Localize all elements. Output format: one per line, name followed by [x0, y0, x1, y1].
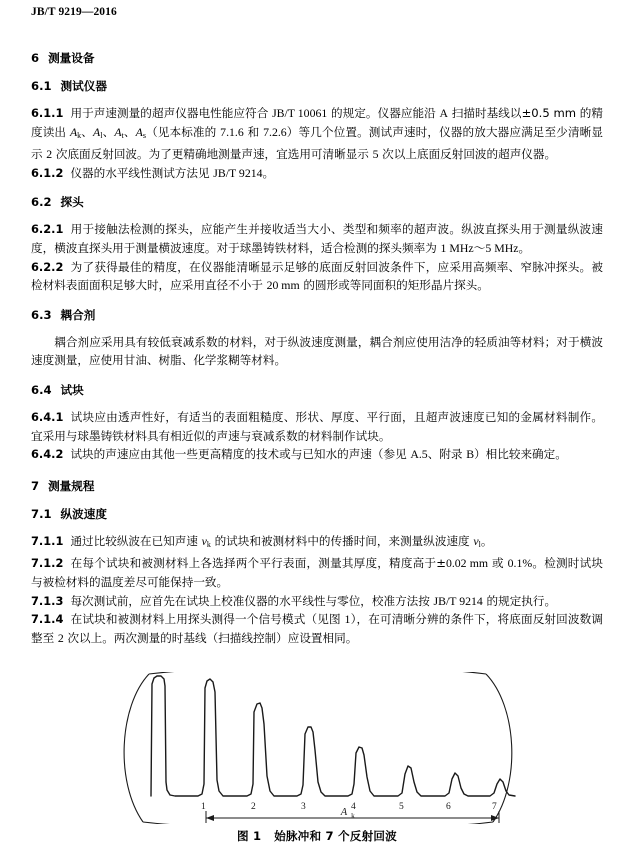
- heading-clause-7-1: [31, 506, 603, 522]
- heading-clause-6-1: [31, 78, 603, 94]
- echo-label-5: 5: [399, 802, 404, 812]
- text-run: 试块应由透声性好，有适当的表面粗糙度、形状、厚度、平行面，且超声波速度已知的金属材料制作。宜采用与球墨铸铁材料具有相近似的声速与衰减系数的材料制作试块。: [31, 409, 603, 443]
- heading-title: 纵波速度: [60, 506, 107, 521]
- symbol: A: [135, 124, 143, 139]
- arrowhead-right-icon: [491, 815, 499, 821]
- text-run: 通过比较纵波在已知声速: [70, 533, 202, 548]
- symbol-subscript: s: [142, 130, 146, 140]
- waveform-trace: [151, 676, 515, 796]
- heading-clause-6-2: [31, 194, 603, 210]
- echo-label-4: 4: [351, 802, 356, 812]
- symbol-subscript: k: [206, 539, 211, 549]
- symbol-subscript: l: [100, 130, 103, 140]
- frequency-range: 1 MHz～5 MHz: [440, 240, 519, 255]
- paragraph-7-1-3: [31, 592, 603, 611]
- text-run: 扫描时基线以±0.5 mm 的精度读出: [31, 106, 604, 139]
- figure-caption-label: 图 1: [237, 829, 262, 843]
- dimension-value: 20 mm: [266, 278, 300, 293]
- heading-number: 6: [31, 51, 40, 65]
- text-run: 。: [480, 533, 493, 548]
- figure-1: [31, 672, 603, 844]
- heading-number: 7: [31, 478, 40, 493]
- echo-label-7: 7: [492, 802, 497, 812]
- symbol: A: [114, 124, 122, 139]
- text-run: 试块的声速应由其他一些更高精度的技术或与已知水的声速（参见: [70, 447, 411, 462]
- text-run: 的圆形或等同面积的矩形晶片探头。: [299, 278, 489, 293]
- heading-number: 6.4: [31, 382, 52, 397]
- text-run: 。: [518, 240, 531, 255]
- text-run: 次以上。两次测量的时基线（扫描线控制）应设置相同。: [63, 630, 358, 645]
- number: 5: [372, 147, 379, 162]
- heading-clause-6-4: [31, 382, 603, 398]
- text-run: 、: [102, 124, 115, 139]
- text-run: 。: [262, 165, 275, 180]
- echo-label-1: 1: [201, 802, 206, 812]
- symbol: A: [69, 124, 78, 139]
- heading-number: 7.1: [31, 506, 52, 521]
- text-run: 用于声速测量的超声仪器电性能应符合: [70, 106, 273, 120]
- text-run: 和: [243, 124, 264, 139]
- tolerance-value: 0.02 mm: [445, 556, 489, 571]
- clause-number: 6.4.2: [31, 447, 64, 462]
- text-run: （见本标准的: [145, 124, 221, 139]
- clause-number: 7.1.1: [31, 533, 64, 548]
- figure-1-canvas: [31, 672, 603, 824]
- text-run: 的规定。仪器应能沿: [327, 106, 440, 120]
- text-run: 次以上底面反射回波的超声仪器。: [378, 147, 557, 162]
- clause-number: 7.1.3: [31, 593, 64, 608]
- symbol-subscript: t: [121, 130, 124, 140]
- symbol-subscript: l: [478, 539, 481, 549]
- crt-screen-right-arc: [486, 674, 512, 822]
- crt-screen-bottom-arc: [143, 822, 493, 824]
- paragraph-6-3-body: 耦合剂应采用具有较低衰减系数的材料，对于纵波速度测量，耦合剂应使用洁净的轻质油等材料；对于横波速度测量，应使用甘油、树脂、化学浆糊等材料。: [31, 334, 603, 368]
- heading-title: 试块: [60, 382, 84, 397]
- clause-number: 6.4.1: [31, 409, 64, 424]
- heading-number: 6.1: [31, 79, 52, 93]
- text-run: ），在可清晰分辨的条件下，将底面反射回波数调整至: [31, 612, 604, 645]
- clause-number: 6.1.2: [31, 165, 64, 180]
- echo-label-3: 3: [301, 802, 306, 812]
- reference: 7.2.6: [263, 124, 287, 139]
- paragraph-7-1-1: [31, 532, 603, 555]
- clause-number: 6.1.1: [31, 106, 64, 120]
- symbol: A: [93, 124, 101, 139]
- text-run: 每次测试前，应首先在试块上校准仪器的水平线性与零位，校准方法按: [70, 593, 434, 608]
- paragraph-6-2-1: [31, 220, 603, 257]
- heading-title: 耦合剂: [60, 307, 96, 322]
- paragraph-6-4-2: [31, 445, 603, 464]
- reference: JB/T 9214: [433, 593, 483, 608]
- oscilloscope-waveform-graphic: [31, 672, 603, 824]
- paragraph-7-1-4: [31, 610, 603, 647]
- arrowhead-left-icon: [206, 815, 214, 821]
- clause-number: 6.2.1: [31, 222, 64, 237]
- heading-clause-6: [31, 50, 603, 66]
- text-run: 、: [123, 124, 136, 139]
- paragraph-6-1-1: [31, 104, 603, 164]
- reference: 7.1.6: [220, 124, 244, 139]
- text-run: 或: [488, 556, 508, 571]
- reference: JB/T 10061: [272, 106, 328, 120]
- clause-number: 7.1.2: [31, 556, 64, 571]
- text-run: 。检测时试块与被检材料的温度差尽可能保持一致。: [31, 556, 603, 589]
- echo-label-6: 6: [446, 802, 451, 812]
- text-run: 仪器的水平线性测试方法见: [70, 165, 214, 180]
- text-run: 在试块和被测材料上用探头测得一个信号模式（见图: [70, 612, 345, 627]
- dimension-label: A: [340, 807, 348, 818]
- figure-caption-title: 始脉冲和 7 个反射回波: [274, 829, 397, 843]
- symbol: v: [473, 533, 479, 548]
- text-run: 、: [81, 124, 94, 139]
- heading-title: 测量规程: [48, 478, 95, 493]
- reference: JB/T 9214: [213, 165, 263, 180]
- echo-label-2: 2: [251, 802, 256, 812]
- reference: A: [439, 106, 449, 120]
- annex-reference: A.5: [410, 447, 428, 462]
- paragraph-7-1-2: [31, 554, 603, 591]
- symbol: v: [201, 533, 207, 548]
- heading-number: 6.3: [31, 307, 52, 322]
- heading-clause-6-3: [31, 307, 603, 323]
- clause-number: 6.2.2: [31, 259, 64, 274]
- paragraph-6-2-2: [31, 258, 603, 295]
- text-run: 为了获得最佳的精度，在仪器能清晰显示足够的底面反射回波条件下，应采用高频率、窄脉冲探头。被检材料表面面积足够大时，应采用直径不小于: [31, 259, 603, 293]
- percentage-value: 0.1%: [507, 556, 533, 571]
- text-run: 、附录: [427, 447, 467, 462]
- figure-1-caption: [31, 828, 603, 844]
- heading-number: 6.2: [31, 195, 52, 210]
- symbol-subscript: k: [77, 130, 82, 140]
- number: 2: [57, 630, 64, 645]
- text-run: 次底面反射回波。为了更精确地测量声速，宜选用可清晰显示: [52, 147, 373, 162]
- paragraph-6-4-1: [31, 408, 603, 445]
- text-run: ）相比较来确定。: [474, 447, 567, 462]
- crt-screen-top-arc: [149, 672, 486, 674]
- text-run: 在每个试块和被测材料上各选择两个平行表面，测量其厚度，精度高于±: [70, 556, 446, 571]
- figure-reference: 1: [344, 612, 351, 627]
- text-run: 的规定执行。: [482, 593, 557, 608]
- heading-clause-7: [31, 478, 603, 494]
- heading-title: 测试仪器: [60, 79, 107, 93]
- text-run: 用于接触法检测的探头，应能产生并接收适当大小、类型和频率的超声波。纵波直探头用于测量纵波速度，横波直探头用于测量横波速度。对于球墨铸铁材料，适合检测的探头频率为: [31, 222, 603, 255]
- heading-title: 测量设备: [48, 51, 95, 65]
- dimension-label-subscript: k: [351, 811, 355, 820]
- clause-number: 7.1.4: [31, 612, 64, 627]
- text-run: 的试块和被测材料中的传播时间，来测量纵波速度: [210, 533, 474, 548]
- body-column: [31, 36, 603, 647]
- running-header: JB/T 9219—2016: [31, 6, 117, 18]
- paragraph-6-1-2: [31, 164, 603, 183]
- crt-screen-left-arc: [124, 674, 149, 822]
- number: 2: [46, 147, 53, 162]
- text-run: ）等几个位置。测试声速时，仪器的放大器应满足至少清晰显示: [31, 124, 603, 162]
- heading-title: 探头: [60, 195, 84, 210]
- annex-reference: B: [466, 447, 475, 462]
